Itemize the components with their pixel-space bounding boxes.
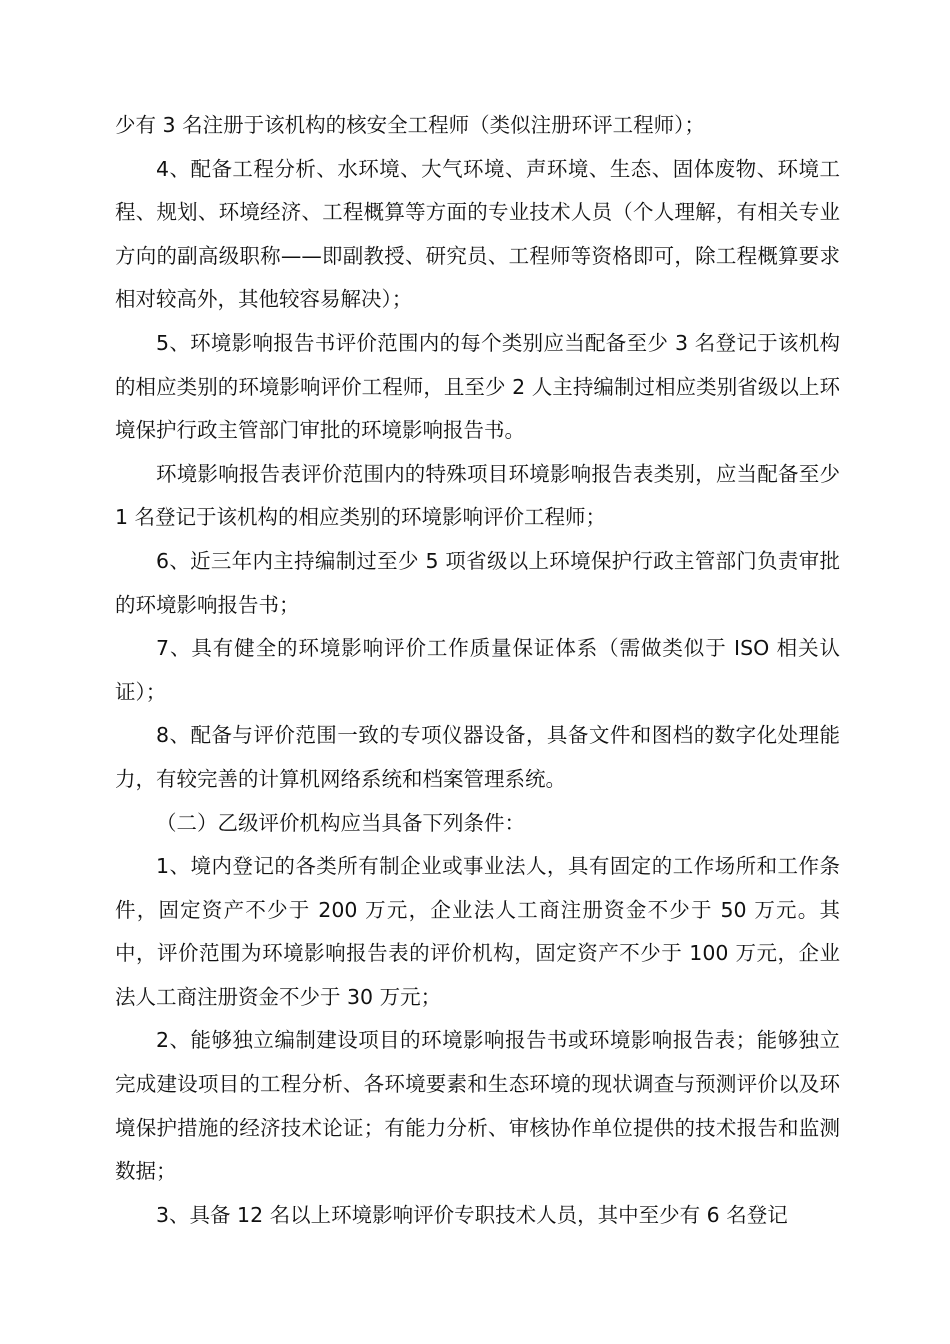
paragraph-b-item-3: 3、具备 12 名以上环境影响评价专职技术人员，其中至少有 6 名登记 xyxy=(156,1202,788,1227)
paragraph-continuation: 少有 3 名注册于该机构的核安全工程师（类似注册环评工程师）； xyxy=(115,113,705,137)
paragraph-item-8: 8、配备与评价范围一致的专项仪器设备，具备文件和图档的数字化处理能力，有较完善的计算机网络系统和档案管理系统。 xyxy=(115,723,840,791)
paragraph-item-4: 4、配备工程分析、水环境、大气环境、声环境、生态、固体废物、环境工程、规划、环境经济、工程概算等方面的专业技术人员（个人理解，有相关专业方向的副高级职称——即副教授、研究员、工程师等资格即可，除工程概算要求相对较高外，其他较容易解决）； xyxy=(115,156,840,312)
paragraph-item-7: 7、具有健全的环境影响评价工作质量保证体系（需做类似于 ISO 相关认证）； xyxy=(115,636,840,704)
paragraph-report-form: 环境影响报告表评价范围内的特殊项目环境影响报告表类别，应当配备至少 1 名登记于该机构的相应类别的环境影响评价工程师； xyxy=(115,461,840,530)
section-heading-class-b: （二）乙级评价机构应当具备下列条件： xyxy=(156,810,525,835)
paragraph-item-5: 5、环境影响报告书评价范围内的每个类别应当配备至少 3 名登记于该机构的相应类别的环境影响评价工程师，且至少 2 人主持编制过相应类别省级以上环境保护行政主管部门审批的环境影响报告书。 xyxy=(115,330,840,443)
paragraph-item-6: 6、近三年内主持编制过至少 5 项省级以上环境保护行政主管部门负责审批的环境影响报告书； xyxy=(115,548,840,617)
paragraph-b-item-2: 2、能够独立编制建设项目的环境影响报告书或环境影响报告表；能够独立完成建设项目的工程分析、各环境要素和生态环境的现状调查与预测评价以及环境保护措施的经济技术论证；有能力分析、审核协作单位提供的技术报告和监测数据； xyxy=(115,1028,840,1184)
paragraph-b-item-1: 1、境内登记的各类所有制企业或事业法人，具有固定的工作场所和工作条件，固定资产不少于 200 万元，企业法人工商注册资金不少于 50 万元。其中，评价范围为环境影响报告表的评价机构，固定资产不少于 100 万元，企业法人工商注册资金不少于 30 万元； xyxy=(115,854,840,1009)
document-body xyxy=(115,104,840,1237)
